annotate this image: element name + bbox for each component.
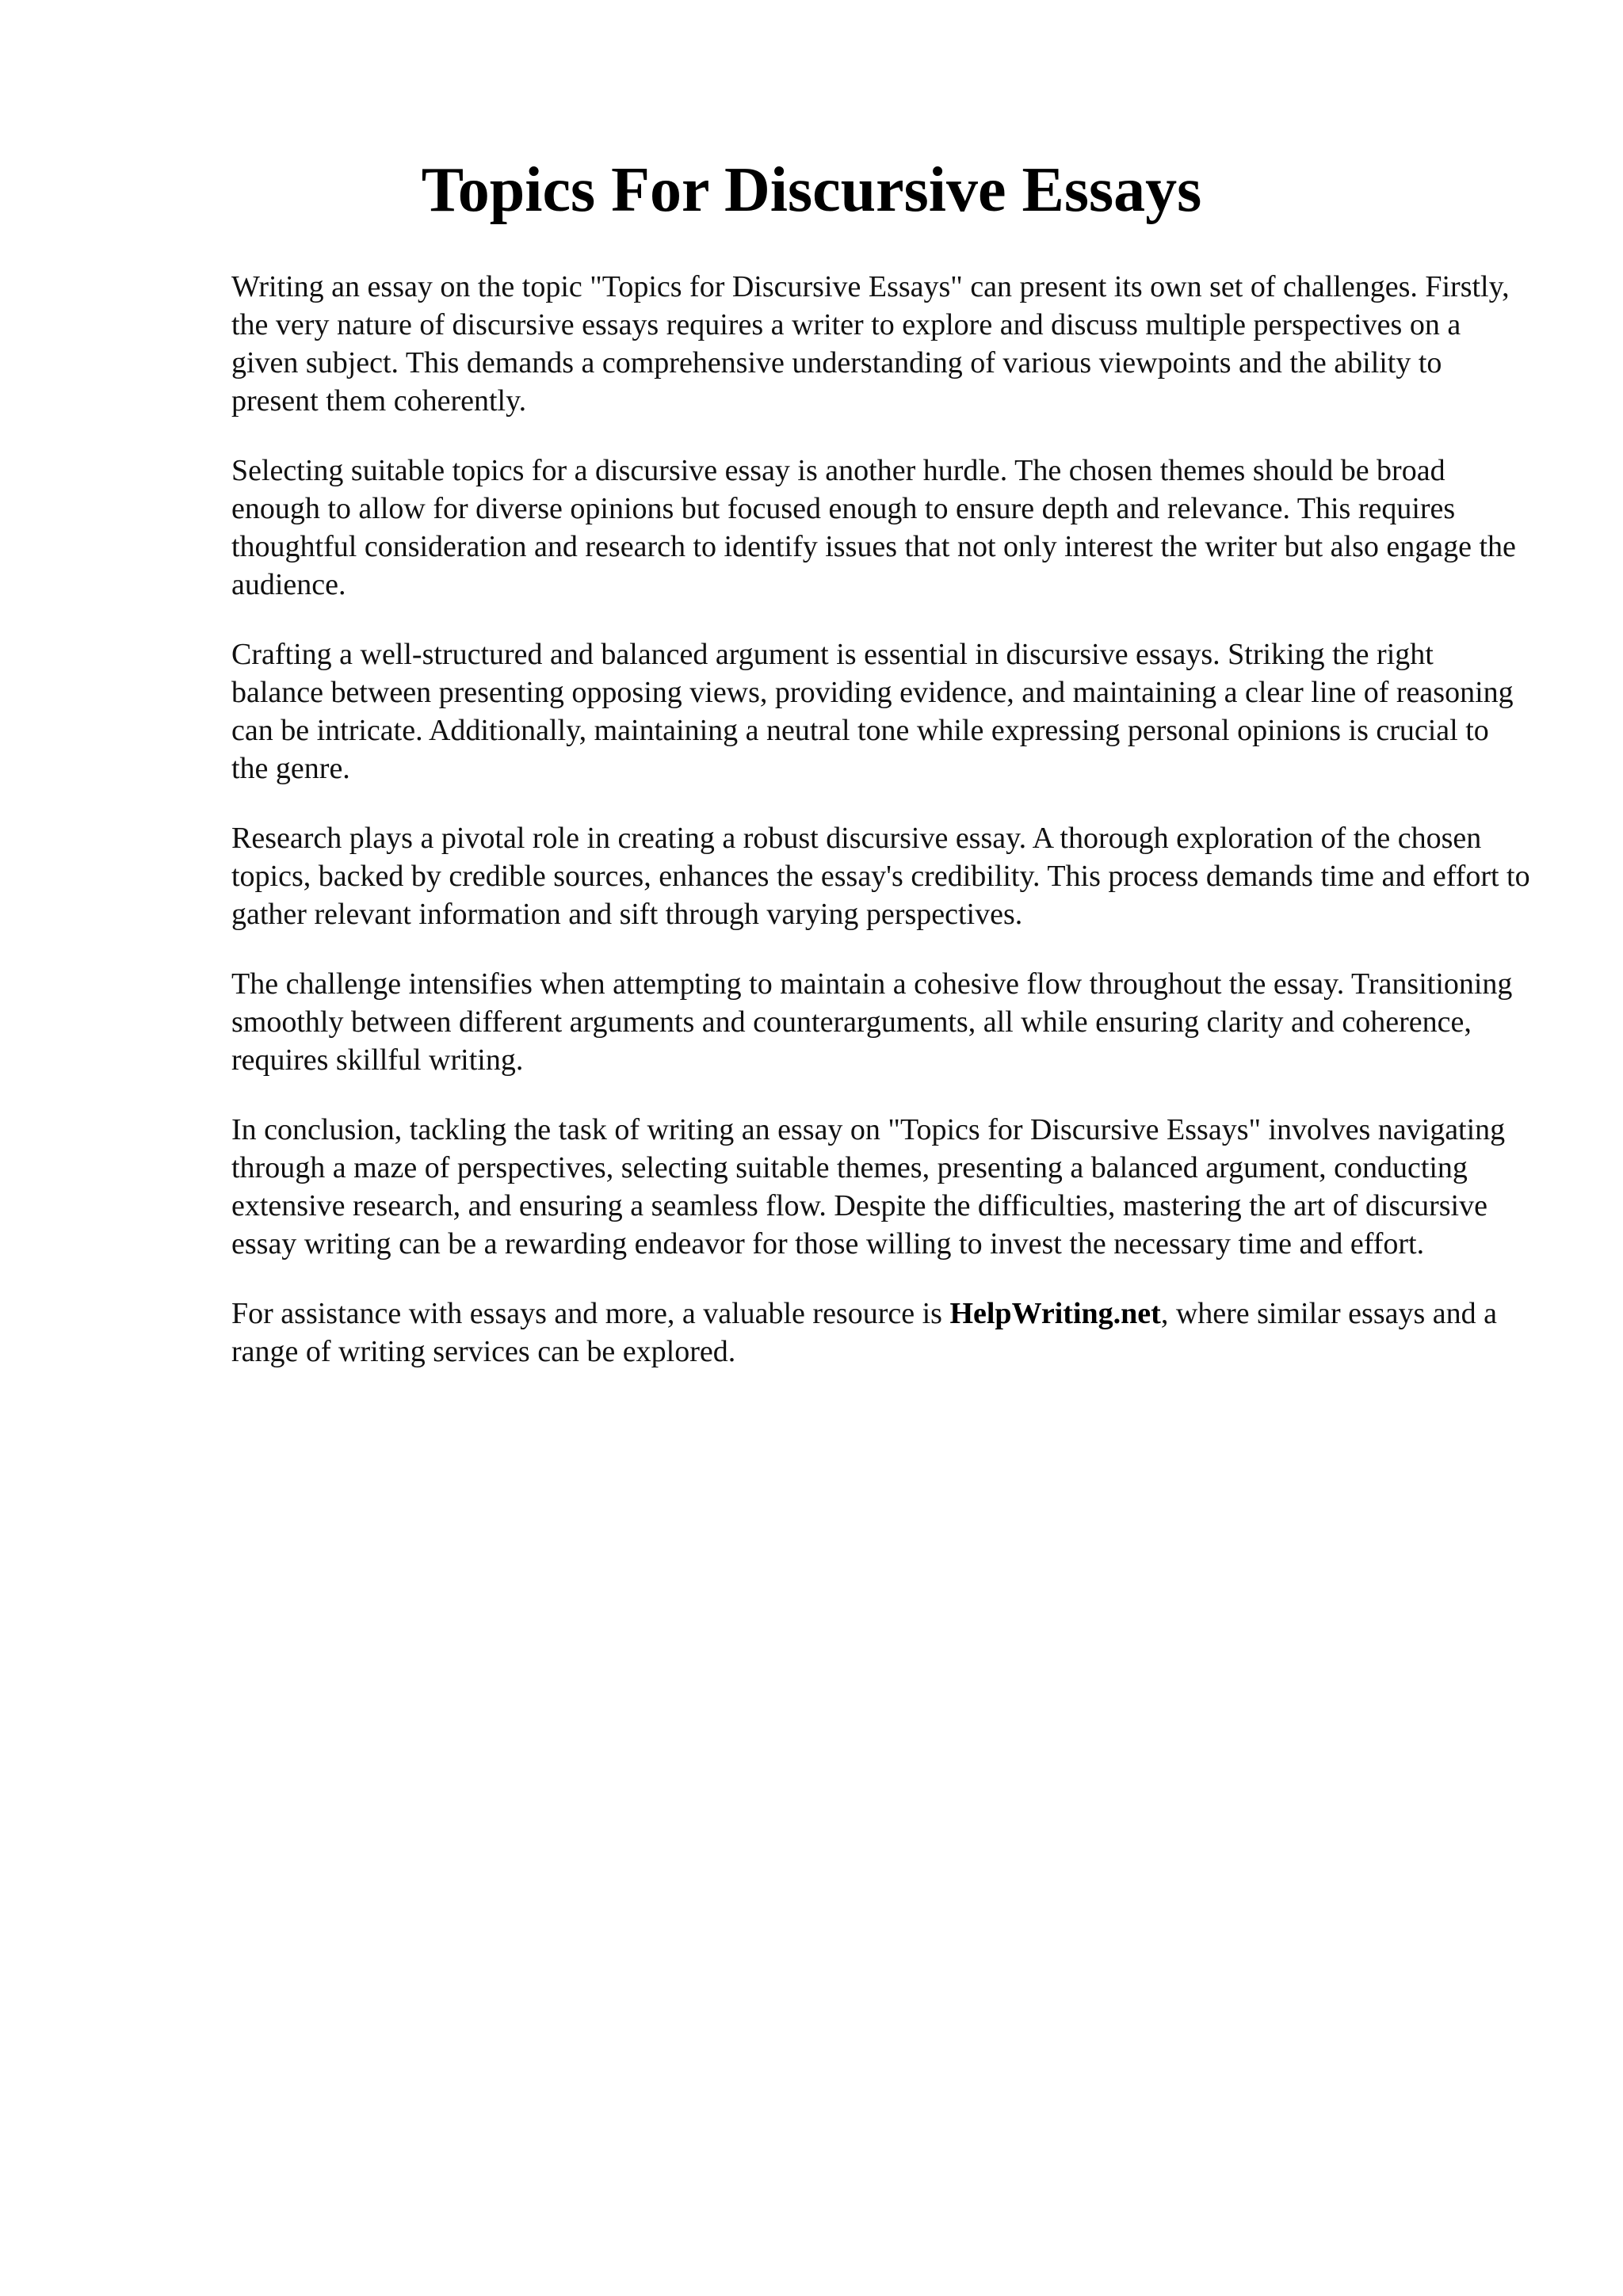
paragraph-conclusion: In conclusion, tackling the task of writing an essay on "Topics for Discursive Essays" involves navigating through a maze of perspectives, selecting suitable themes, presenting a balanced argument, conducting extensive research, and ensuring a seamless flow. Despite the difficulties, mastering the art of discursive essay writing can be a rewarding endeavor for those willing to invest the necessary time and effort. [231,1113,1506,1261]
paragraph-topics: Selecting suitable topics for a discursive essay is another hurdle. The chosen themes should be broad enough to allow for diverse opinions but focused enough to ensure depth and relevance. This requires thoughtful consideration and research to identify issues that not only interest the writer but also engage the audience. [231,454,1516,601]
helpwriting-link[interactable]: HelpWriting.net [949,1297,1161,1330]
paragraph-research: Research plays a pivotal role in creating a robust discursive essay. A thorough exploration of the chosen topics, backed by credible sources, enhances the essay's credibility. This process demands time and effort to gather relevant information and sift through varying perspectives. [231,822,1530,931]
closing-text-after: , where similar essays and a range of writing services can be explored. [231,1297,1498,1368]
page-title: Topics For Discursive Essays [421,155,1202,225]
paragraph-intro: Writing an essay on the topic "Topics for Discursive Essays" can present its own set of challenges. Firstly, the very nature of discursive essays requires a writer to explore and discuss multiple perspectives on a given subject. This demands a comprehensive understanding of various viewpoints and the ability to present them coherently. [231,270,1510,418]
essay-body [231,268,1531,1402]
closing-text-before: For assistance with essays and more, a valuable resource is [231,1297,950,1330]
paragraph-argument: Crafting a well-structured and balanced argument is essential in discursive essays. Striking the right balance between presenting opposing views, providing evidence, and maintaining a clear line of reasoning can be intricate. Additionally, maintaining a neutral tone while expressing personal opinions is crucial to the genre. [231,638,1514,785]
paragraph-flow: The challenge intensifies when attempting to maintain a cohesive flow throughout the essay. Transitioning smoothly between different arguments and counterarguments, all while ensuring clarity and coherence, requires skillful writing. [231,967,1513,1077]
paragraph-closing [231,1295,1531,1371]
